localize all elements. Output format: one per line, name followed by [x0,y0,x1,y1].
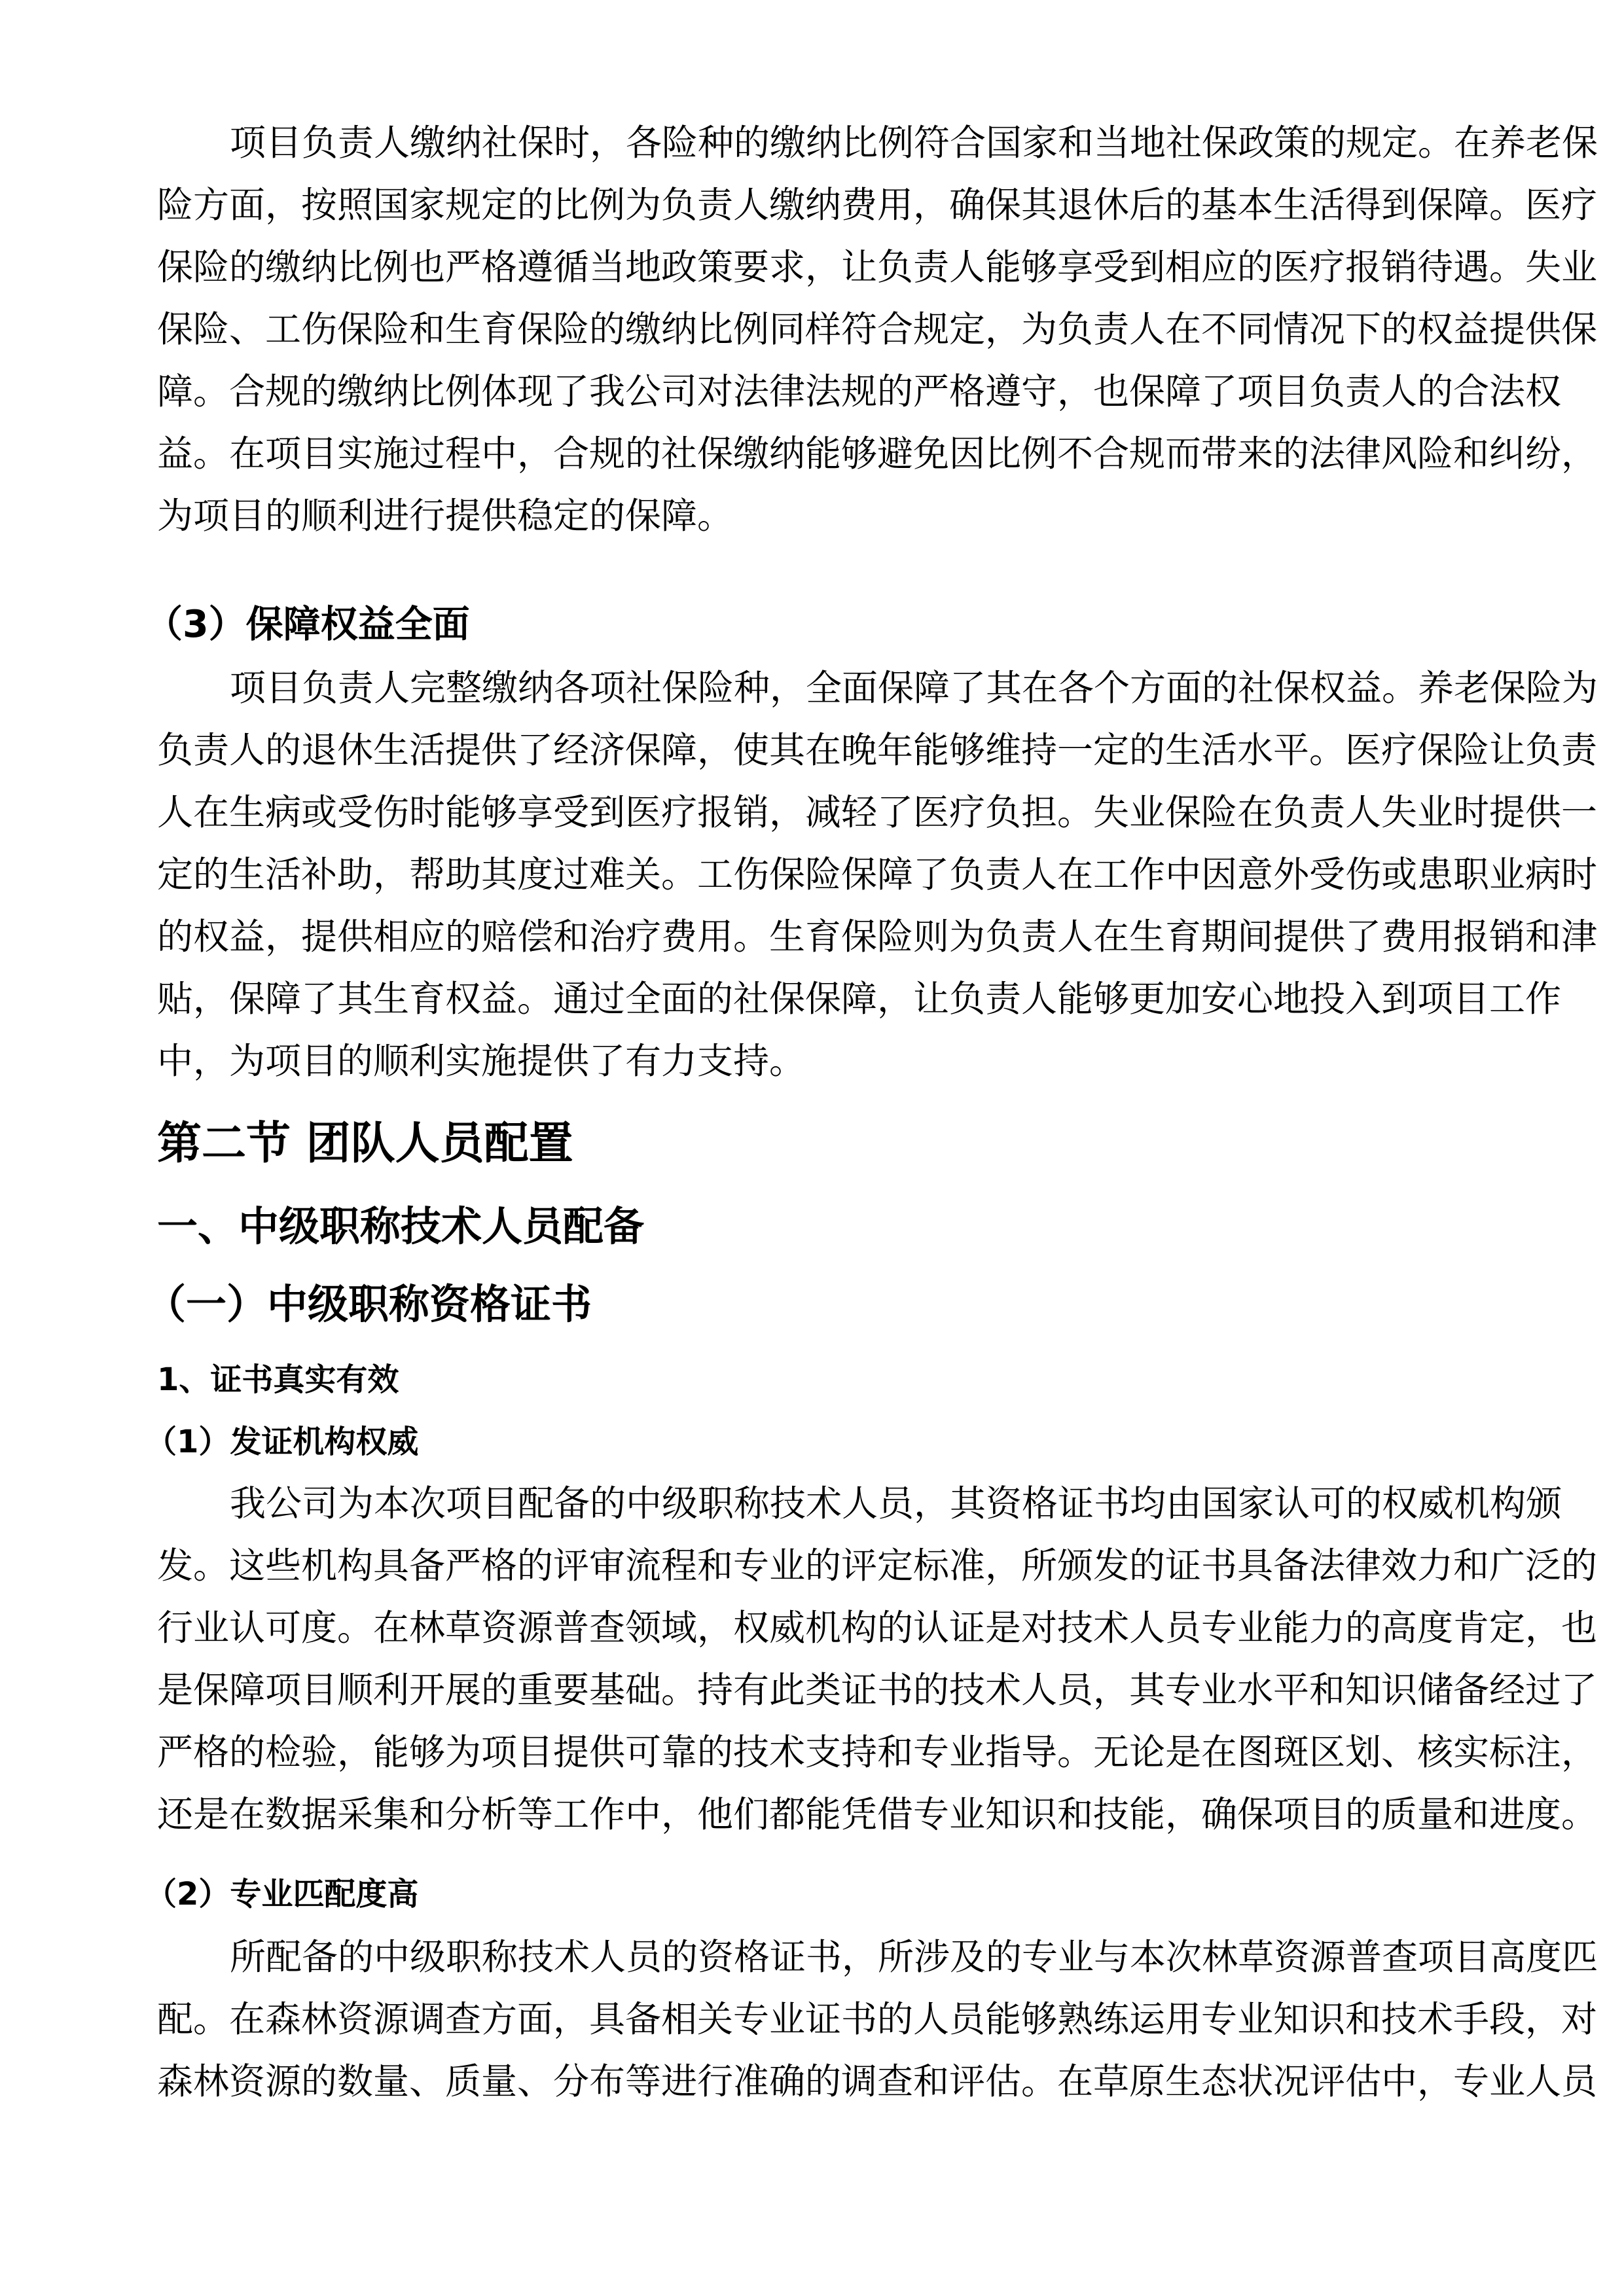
heading-benefits: （3）保障权益全面 [145,603,470,646]
paragraph-line: 负责人的退休生活提供了经济保障，使其在晚年能够维持一定的生活水平。医疗保险让负责 [157,729,1598,771]
paragraph-line: 行业认可度。在林草资源普查领域，权威机构的认证是对技术人员专业能力的高度肯定，也 [157,1607,1598,1649]
body-paragraph [157,1473,1598,1846]
heading-authority: （1）发证机构权威 [145,1424,419,1460]
paragraph-line: 严格的检验，能够为项目提供可靠的技术支持和专业指导。无论是在图斑区划、核实标注， [157,1731,1598,1773]
heading-match: （2）专业匹配度高 [145,1876,419,1912]
paragraph-line: 发。这些机构具备严格的评审流程和专业的评定标准，所颁发的证书具备法律效力和广泛的 [157,1545,1598,1587]
paragraph-line: 我公司为本次项目配备的中级职称技术人员，其资格证书均由国家认可的权威机构颁 [230,1482,1562,1524]
paragraph-line: 为项目的顺利进行提供稳定的保障。 [157,495,734,537]
paragraph-line: 森林资源的数量、质量、分布等进行准确的调查和评估。在草原生态状况评估中，专业人员 [157,2060,1598,2102]
paragraph-line: 保险的缴纳比例也严格遵循当地政策要求，让负责人能够享受到相应的医疗报销待遇。失业 [157,246,1598,288]
paragraph-line: 项目负责人完整缴纳各项社保险种，全面保障了其在各个方面的社保权益。养老保险为 [230,667,1598,709]
body-paragraph [157,112,1598,547]
paragraph-line: 是保障项目顺利开展的重要基础。持有此类证书的技术人员，其专业水平和知识储备经过了 [157,1669,1598,1711]
section-title: 第二节 团队人员配置 [157,1118,573,1170]
paragraph-line: 还是在数据采集和分析等工作中，他们都能凭借专业知识和技能，确保项目的质量和进度。 [157,1793,1598,1835]
paragraph-line: 中，为项目的顺利实施提供了有力支持。 [157,1040,806,1082]
paragraph-line: 贴，保障了其生育权益。通过全面的社保保障，让负责人能够更加安心地投入到项目工作 [157,978,1562,1020]
paragraph-line: 人在生病或受伤时能够享受到医疗报销，减轻了医疗负担。失业保险在负责人失业时提供一 [157,791,1598,833]
paragraph-line: 定的生活补助，帮助其度过难关。工伤保险保障了负责人在工作中因意外受伤或患职业病时 [157,853,1598,895]
paragraph-line: 险方面，按照国家规定的比例为负责人缴纳费用，确保其退休后的基本生活得到保障。医疗 [157,184,1598,226]
paragraph-line: 益。在项目实施过程中，合规的社保缴纳能够避免因比例不合规而带来的法律风险和纠纷， [157,433,1598,475]
subsection-title: 一、中级职称技术人员配备 [157,1202,645,1250]
paragraph-line: 配。在森林资源调查方面，具备相关专业证书的人员能够熟练运用专业知识和技术手段，对 [157,1998,1598,2040]
paragraph-line: 项目负责人缴纳社保时，各险种的缴纳比例符合国家和当地社保政策的规定。在养老保 [230,122,1598,164]
item-title: 1、证书真实有效 [157,1361,399,1398]
paragraph-line: 障。合规的缴纳比例体现了我公司对法律法规的严格遵守，也保障了项目负责人的合法权 [157,370,1562,412]
paragraph-line: 所配备的中级职称技术人员的资格证书，所涉及的专业与本次林草资源普查项目高度匹 [230,1936,1598,1978]
sub-subsection-title: （一）中级职称资格证书 [145,1280,592,1328]
paragraph-line: 的权益，提供相应的赔偿和治疗费用。生育保险则为负责人在生育期间提供了费用报销和津 [157,916,1598,958]
body-paragraph [157,657,1598,1092]
paragraph-line: 保险、工伤保险和生育保险的缴纳比例同样符合规定，为负责人在不同情况下的权益提供保 [157,308,1598,350]
body-paragraph [157,1926,1598,2113]
